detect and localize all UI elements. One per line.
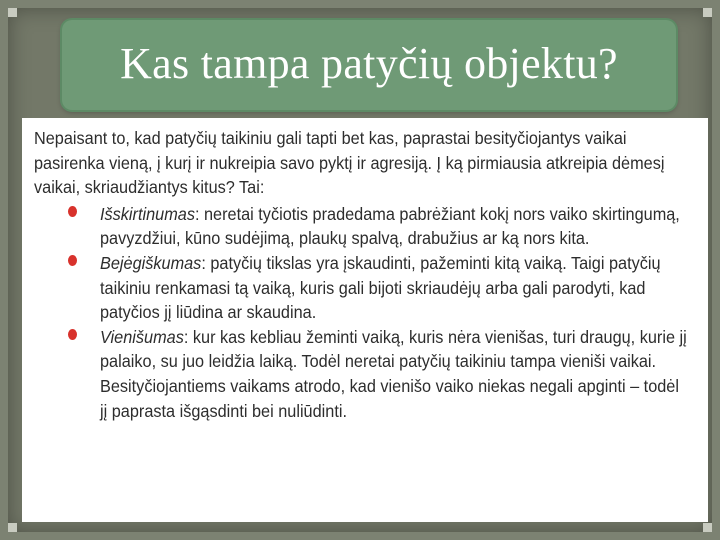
frame-corner: [8, 8, 17, 17]
list-item: [34, 251, 692, 325]
frame-corner: [703, 523, 712, 532]
bullet-dot-icon: [68, 255, 77, 266]
content-panel: [22, 118, 708, 522]
item-term: Išskirtinumas: [100, 203, 195, 224]
list-item-text: [100, 325, 689, 423]
bullet-dot-icon: [68, 206, 77, 217]
item-term: Vienišumas: [100, 326, 184, 347]
item-description: : kur kas kebliau žeminti vaiką, kuris nėra vienišas, turi draugų, kurie jį palaiko, su juo leidžia laiką. Todėl neretai patyčių taikiniu tampa vieniši vaikai. Besityčiojantiems vaikams atrodo, kad vienišo vaiko niekas negali apginti – todėl jį paprasta išgąsdinti bei nuliūdinti.: [100, 326, 687, 421]
intro-paragraph: Nepaisant to, kad patyčių taikiniu gali tapti bet kas, paprastai besityčiojantys vaikai pasirenka vieną, į kurį ir nukreipia savo pyktį ir agresiją. Į ką pirmiausia atkreipia dėmesį vaikai, skriaudžiantys kitus? Tai:: [34, 128, 665, 198]
list-item: [34, 325, 692, 423]
list-item-text: [100, 202, 689, 251]
bullet-list: [34, 202, 692, 423]
list-item: [34, 202, 692, 251]
item-term: Bejėgiškumas: [100, 252, 202, 273]
item-description: : neretai tyčiotis pradedama pabrėžiant kokį nors vaiko skirtingumą, pavyzdžiui, kūno sudėjimą, plaukų spalvą, drabužius ar ką nors kita.: [100, 203, 680, 249]
item-description: : patyčių tikslas yra įskaudinti, pažeminti kitą vaiką. Taigi patyčių taikiniu renkamasi tą vaiką, kuris gali bijoti skriaudėjų arba gali parodyti, kad patyčios jį liūdina ar skaudina.: [100, 252, 661, 323]
frame-corner: [8, 523, 17, 532]
list-item-text: [100, 251, 689, 325]
slide-title: Kas tampa patyčių objektu?: [120, 38, 618, 88]
frame-corner: [703, 8, 712, 17]
title-box: [62, 20, 676, 110]
bullet-dot-icon: [68, 329, 77, 340]
